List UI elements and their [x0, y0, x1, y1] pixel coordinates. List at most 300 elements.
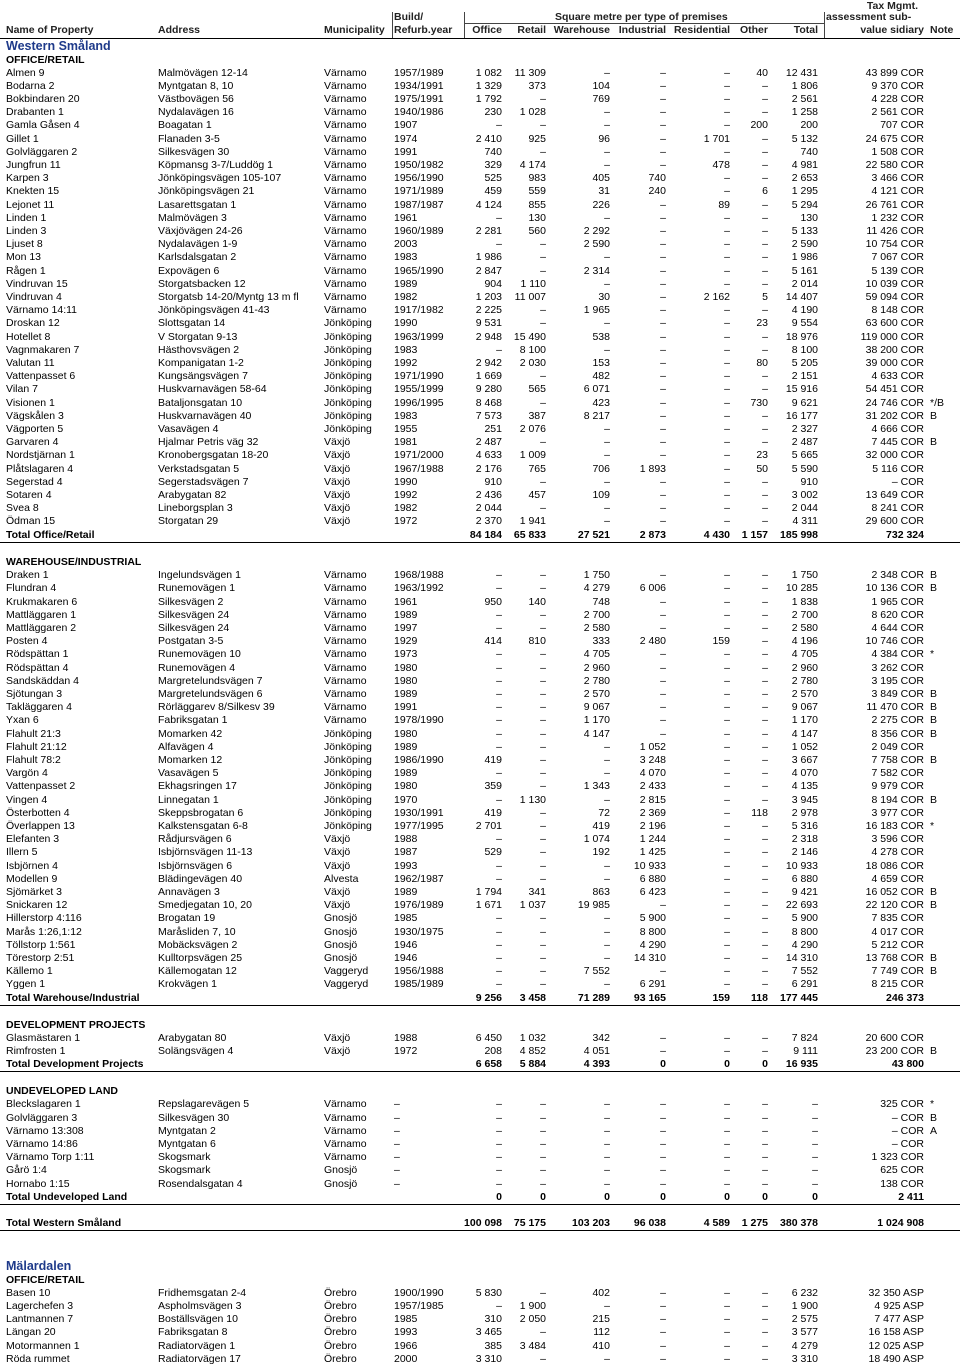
warehouse-cell: 423: [592, 397, 610, 409]
address-cell: Huskvarnavägen 40: [158, 410, 252, 422]
municipality-cell: Värnamo: [324, 159, 367, 171]
industrial-cell: 8 800: [639, 926, 666, 938]
municipality-cell: Värnamo: [324, 675, 367, 687]
retail-cell: 983: [528, 172, 546, 184]
residential-cell: –: [724, 225, 730, 237]
industrial-cell: –: [660, 1098, 666, 1110]
total-cell: 5 205: [791, 357, 818, 369]
other-cell: –: [762, 1340, 768, 1352]
year-cell: 1965/1990: [394, 265, 444, 277]
address-cell: Skogsmark: [158, 1164, 211, 1176]
tax-value-cell: 16 158 ASP: [868, 1326, 924, 1338]
year-cell: 1991: [394, 146, 418, 158]
table-row: [0, 596, 960, 609]
tax-value-cell: – COR: [891, 1112, 924, 1124]
municipality-cell: Vaggeryd: [324, 978, 369, 990]
address-cell: Källemogatan 12: [158, 965, 237, 977]
retail-cell: –: [540, 1151, 546, 1163]
col-header-year: Refurb.year: [394, 24, 453, 36]
year-cell: 1989: [394, 741, 418, 753]
retail-cell: –: [540, 701, 546, 713]
tax-value-cell: 4 633 COR: [871, 370, 924, 382]
residential-cell: –: [724, 569, 730, 581]
retail-cell: 11 309: [514, 67, 546, 79]
total-cell: 5 133: [791, 225, 818, 237]
office-cell: 1 082: [475, 67, 502, 79]
year-cell: 1987: [394, 846, 418, 858]
tax-value-cell: – COR: [891, 1138, 924, 1150]
other-cell: –: [762, 1138, 768, 1150]
municipality-cell: Jönköping: [324, 728, 372, 740]
note-cell: B: [930, 701, 938, 713]
retail-cell: –: [540, 502, 546, 514]
residential-cell: –: [724, 846, 730, 858]
address-cell: Kungsängsvägen 7: [158, 370, 248, 382]
other-cell: 50: [756, 463, 768, 475]
office-cell: 740: [484, 146, 502, 158]
table-row: [0, 952, 960, 965]
other-cell: –: [762, 502, 768, 514]
total-cell: 4 190: [791, 304, 818, 316]
other-cell: 5: [762, 291, 768, 303]
office-cell: –: [496, 1125, 502, 1137]
year-cell: 1962/1987: [394, 873, 444, 885]
warehouse-cell: 109: [592, 489, 610, 501]
municipality-cell: Växjö: [324, 436, 351, 448]
table-row: [0, 515, 960, 528]
table-row: [0, 1287, 960, 1300]
warehouse-cell: 4 393: [583, 1058, 610, 1070]
year-cell: 1989: [394, 278, 418, 290]
other-cell: –: [762, 675, 768, 687]
tax-value-cell: 4 384 COR: [871, 648, 924, 660]
total-cell: 16 935: [785, 1058, 818, 1070]
retail-cell: –: [540, 1125, 546, 1137]
residential-cell: –: [724, 278, 730, 290]
other-cell: –: [762, 978, 768, 990]
other-cell: –: [762, 622, 768, 634]
total-cell: 5 900: [791, 912, 818, 924]
industrial-cell: –: [660, 238, 666, 250]
residential-cell: –: [724, 873, 730, 885]
address-cell: Kulltorpsvägen 25: [158, 952, 243, 964]
industrial-cell: –: [660, 899, 666, 911]
property-name-cell: Värnamo 14:11: [6, 304, 78, 316]
total-cell: 18 976: [785, 331, 818, 343]
other-cell: –: [762, 1032, 768, 1044]
tax-value-cell: 138 COR: [880, 1178, 924, 1190]
property-name-cell: Bokbindaren 20: [6, 93, 80, 105]
total-cell: 8 100: [791, 344, 818, 356]
table-row: [0, 662, 960, 675]
residential-cell: –: [724, 912, 730, 924]
warehouse-cell: –: [604, 952, 610, 964]
residential-cell: –: [724, 1164, 730, 1176]
office-cell: 2 225: [475, 304, 502, 316]
retail-cell: –: [540, 754, 546, 766]
retail-cell: –: [540, 714, 546, 726]
warehouse-cell: –: [604, 502, 610, 514]
residential-cell: –: [724, 701, 730, 713]
warehouse-cell: 863: [592, 886, 610, 898]
industrial-cell: 2 480: [639, 635, 666, 647]
other-cell: –: [762, 515, 768, 527]
total-cell: 4 135: [791, 780, 818, 792]
total-cell: 4 196: [791, 635, 818, 647]
warehouse-cell: –: [604, 1098, 610, 1110]
year-cell: 1985: [394, 912, 418, 924]
retail-cell: –: [540, 978, 546, 990]
year-cell: 1997: [394, 622, 418, 634]
residential-cell: –: [724, 1326, 730, 1338]
municipality-cell: Värnamo: [324, 635, 367, 647]
address-cell: Jönköpingsvägen 21: [158, 185, 255, 197]
address-cell: Hästhovsvägen 2: [158, 344, 240, 356]
industrial-cell: –: [660, 331, 666, 343]
industrial-cell: –: [660, 67, 666, 79]
residential-cell: –: [724, 265, 730, 277]
warehouse-cell: 0: [604, 1191, 610, 1203]
total-cell: 2 575: [791, 1313, 818, 1325]
office-cell: –: [496, 728, 502, 740]
note-cell: B: [930, 688, 938, 700]
table-row: [0, 357, 960, 370]
year-cell: –: [394, 1138, 400, 1150]
tax-value-cell: 13 768 COR: [865, 952, 924, 964]
warehouse-cell: 7 552: [583, 965, 610, 977]
col-header-office: Office: [472, 24, 502, 36]
retail-cell: 2 050: [519, 1313, 546, 1325]
warehouse-cell: –: [604, 212, 610, 224]
property-name-cell: Flahult 21:3: [6, 728, 61, 740]
office-cell: –: [496, 965, 502, 977]
other-cell: –: [762, 714, 768, 726]
address-cell: Radiatorvägen 17: [158, 1353, 241, 1365]
property-name-cell: Törestorp 2:51: [6, 952, 75, 964]
warehouse-cell: 2 570: [583, 688, 610, 700]
municipality-cell: Växjö: [324, 463, 351, 475]
industrial-cell: –: [660, 688, 666, 700]
other-cell: –: [762, 701, 768, 713]
industrial-cell: –: [660, 133, 666, 145]
other-cell: –: [762, 1287, 768, 1299]
office-cell: 529: [484, 846, 502, 858]
retail-cell: 2 030: [519, 357, 546, 369]
address-cell: Momarken 42: [158, 728, 223, 740]
other-cell: –: [762, 596, 768, 608]
total-cell: 2 960: [791, 662, 818, 674]
retail-cell: –: [540, 370, 546, 382]
office-cell: –: [496, 675, 502, 687]
address-cell: Fabriksgatan 8: [158, 1326, 228, 1338]
tax-value-cell: 43 800: [891, 1058, 924, 1070]
tax-value-cell: 325 COR: [880, 1098, 924, 1110]
municipality-cell: Värnamo: [324, 701, 367, 713]
other-cell: –: [762, 1151, 768, 1163]
other-cell: 80: [756, 357, 768, 369]
address-cell: Arabygatan 80: [158, 1032, 227, 1044]
section-heading: WAREHOUSE/INDUSTRIAL: [6, 556, 142, 568]
section-heading: DEVELOPMENT PROJECTS: [6, 1019, 146, 1031]
year-cell: 1982: [394, 291, 418, 303]
industrial-cell: –: [660, 106, 666, 118]
warehouse-cell: 226: [592, 199, 610, 211]
tax-value-cell: 4 925 ASP: [874, 1300, 924, 1312]
table-row: [0, 714, 960, 727]
table-row: [0, 794, 960, 807]
residential-cell: –: [724, 609, 730, 621]
property-name-cell: Röda rummet: [6, 1353, 70, 1365]
table-row: [0, 449, 960, 462]
property-name-cell: Elefanten 3: [6, 833, 60, 845]
table-row: [0, 609, 960, 622]
municipality-cell: Värnamo: [324, 106, 367, 118]
municipality-cell: Växjö: [324, 449, 351, 461]
warehouse-cell: –: [604, 754, 610, 766]
municipality-cell: Jönköping: [324, 741, 372, 753]
warehouse-cell: –: [604, 476, 610, 488]
industrial-cell: 96 038: [633, 1217, 666, 1229]
office-cell: 1 203: [475, 291, 502, 303]
address-cell: Silkesvägen 2: [158, 596, 224, 608]
year-cell: 1993: [394, 860, 418, 872]
year-cell: 2003: [394, 238, 418, 250]
residential-cell: 159: [712, 992, 730, 1004]
address-cell: Brogatan 19: [158, 912, 216, 924]
total-cell: 4 279: [791, 1340, 818, 1352]
tax-value-cell: 7 835 COR: [871, 912, 924, 924]
property-name-cell: Total Warehouse/Industrial: [6, 992, 140, 1004]
warehouse-cell: 405: [592, 172, 610, 184]
office-cell: –: [496, 912, 502, 924]
office-cell: 3 310: [475, 1353, 502, 1365]
total-cell: 3 002: [791, 489, 818, 501]
total-cell: 9 621: [791, 397, 818, 409]
note-cell: */B: [930, 397, 945, 409]
municipality-cell: Växjö: [324, 476, 351, 488]
table-row: [0, 185, 960, 198]
residential-cell: –: [724, 899, 730, 911]
industrial-cell: 2 873: [639, 529, 666, 541]
table-row: [0, 622, 960, 635]
municipality-cell: Jönköping: [324, 780, 372, 792]
warehouse-cell: 482: [592, 370, 610, 382]
tax-value-cell: 39 000 COR: [865, 357, 924, 369]
industrial-cell: 93 165: [633, 992, 666, 1004]
total-cell: 6 291: [791, 978, 818, 990]
table-row: [0, 119, 960, 132]
office-cell: 208: [484, 1045, 502, 1057]
municipality-cell: Örebro: [324, 1326, 357, 1338]
warehouse-cell: 192: [592, 846, 610, 858]
warehouse-cell: 215: [592, 1313, 610, 1325]
total-cell: 1 170: [791, 714, 818, 726]
total-cell: 10 933: [785, 860, 818, 872]
industrial-cell: –: [660, 1287, 666, 1299]
section-heading: OFFICE/RETAIL: [6, 54, 85, 66]
warehouse-cell: –: [604, 926, 610, 938]
office-cell: –: [496, 833, 502, 845]
other-cell: –: [762, 159, 768, 171]
municipality-cell: Gnosjö: [324, 939, 358, 951]
property-name-cell: Total Undeveloped Land: [6, 1191, 128, 1203]
office-cell: –: [496, 714, 502, 726]
residential-cell: –: [724, 978, 730, 990]
total-cell: 6 232: [791, 1287, 818, 1299]
address-cell: Myntgatan 6: [158, 1138, 216, 1150]
retail-cell: 15 490: [513, 331, 546, 343]
property-name-cell: Vindruvan 15: [6, 278, 68, 290]
table-row: [0, 133, 960, 146]
residential-cell: –: [724, 1125, 730, 1137]
residential-cell: 0: [724, 1058, 730, 1070]
address-cell: Linnegatan 1: [158, 794, 219, 806]
table-row: [0, 1313, 960, 1326]
retail-cell: 2 076: [519, 423, 546, 435]
warehouse-cell: –: [604, 1125, 610, 1137]
industrial-cell: –: [660, 1164, 666, 1176]
warehouse-cell: –: [604, 794, 610, 806]
warehouse-cell: 31: [598, 185, 610, 197]
other-cell: –: [762, 172, 768, 184]
address-cell: Isbjörnsvägen 11-13: [158, 846, 253, 858]
retail-cell: 1 110: [520, 278, 546, 290]
tax-value-cell: 10 754 COR: [865, 238, 924, 250]
other-cell: 6: [762, 185, 768, 197]
property-name-cell: Vägskålen 3: [6, 410, 64, 422]
table-row: [0, 1340, 960, 1353]
office-cell: 525: [484, 172, 502, 184]
residential-cell: –: [724, 965, 730, 977]
retail-cell: –: [540, 238, 546, 250]
warehouse-cell: 1 170: [583, 714, 610, 726]
office-cell: 1 794: [475, 886, 502, 898]
tax-value-cell: 4 666 COR: [871, 423, 924, 435]
office-cell: 459: [484, 185, 502, 197]
property-name-cell: Golvläggaren 3: [6, 1112, 78, 1124]
address-cell: Västbovägen 56: [158, 93, 234, 105]
other-cell: –: [762, 1098, 768, 1110]
property-name-cell: Hillerstorp 4:116: [6, 912, 82, 924]
tax-value-cell: 2 049 COR: [871, 741, 924, 753]
office-cell: 1 792: [475, 93, 502, 105]
other-cell: 1 157: [741, 529, 768, 541]
table-row: [0, 1353, 960, 1366]
other-cell: –: [762, 635, 768, 647]
total-cell: 5 294: [791, 199, 818, 211]
tax-value-cell: 246 373: [886, 992, 924, 1004]
address-cell: Karlsdalsgatan 2: [158, 251, 237, 263]
industrial-cell: –: [660, 410, 666, 422]
total-cell: 4 147: [791, 728, 818, 740]
industrial-cell: –: [660, 278, 666, 290]
industrial-cell: –: [660, 304, 666, 316]
office-cell: 9 256: [475, 992, 502, 1004]
industrial-cell: –: [660, 357, 666, 369]
year-cell: 1960/1989: [394, 225, 444, 237]
retail-cell: 130: [528, 212, 546, 224]
office-cell: –: [496, 648, 502, 660]
tax-value-cell: 3 849 COR: [871, 688, 924, 700]
square-metre-group-header: Square metre per type of premises: [555, 11, 728, 23]
residential-cell: –: [724, 754, 730, 766]
address-cell: Verkstadsgatan 5: [158, 463, 240, 475]
other-cell: 0: [762, 1058, 768, 1070]
total-cell: 2 044: [791, 502, 818, 514]
assessment-header: assessment sub-: [826, 11, 912, 23]
year-cell: 1930/1975: [394, 926, 444, 938]
year-cell: –: [394, 1164, 400, 1176]
other-cell: –: [762, 754, 768, 766]
year-cell: 1989: [394, 767, 418, 779]
municipality-cell: Värnamo: [324, 1151, 367, 1163]
residential-cell: –: [724, 1178, 730, 1190]
table-row: [0, 212, 960, 225]
total-cell: 22 693: [785, 899, 818, 911]
municipality-cell: Värnamo: [324, 265, 367, 277]
total-cell: 1 750: [791, 569, 818, 581]
industrial-cell: –: [660, 291, 666, 303]
total-cell: 2 780: [791, 675, 818, 687]
address-cell: Malmövägen 3: [158, 212, 227, 224]
office-cell: –: [496, 662, 502, 674]
municipality-cell: Jönköping: [324, 767, 372, 779]
address-cell: Margretelundsvägen 7: [158, 675, 263, 687]
address-cell: Rosendalsgatan 4: [158, 1178, 243, 1190]
total-cell: 5 665: [791, 449, 818, 461]
industrial-cell: –: [660, 383, 666, 395]
tax-value-cell: 11 426 COR: [866, 225, 924, 237]
year-cell: 1946: [394, 939, 418, 951]
year-cell: 1989: [394, 886, 418, 898]
note-cell: B: [930, 794, 938, 806]
office-cell: –: [496, 119, 502, 131]
retail-cell: –: [540, 833, 546, 845]
table-row: [0, 476, 960, 489]
table-row: [0, 899, 960, 912]
table-row: [0, 675, 960, 688]
office-cell: 7 573: [475, 410, 502, 422]
total-cell: 185 998: [780, 529, 818, 541]
table-row: [0, 926, 960, 939]
total-cell: 10 285: [785, 582, 818, 594]
retail-cell: 8 100: [519, 344, 546, 356]
table-row: [0, 1098, 960, 1111]
year-cell: 1961: [394, 212, 418, 224]
warehouse-cell: 96: [598, 133, 610, 145]
property-name-cell: Värnamo 14:86: [6, 1138, 78, 1150]
property-name-cell: Yxan 6: [6, 714, 39, 726]
municipality-cell: Gnosjö: [324, 952, 358, 964]
property-name-cell: Vindruvan 4: [6, 291, 62, 303]
office-cell: 6 450: [475, 1032, 502, 1044]
table-row: [0, 383, 960, 396]
municipality-cell: Värnamo: [324, 596, 367, 608]
property-name-cell: Hornabo 1:15: [6, 1178, 70, 1190]
industrial-cell: 10 933: [633, 860, 666, 872]
other-cell: 23: [756, 449, 768, 461]
address-cell: Nydalavägen 16: [158, 106, 234, 118]
warehouse-cell: 9 067: [583, 701, 610, 713]
property-name-cell: Isbjörnen 4: [6, 860, 58, 872]
property-name-cell: Ljuset 8: [6, 238, 43, 250]
total-cell: 2 561: [791, 93, 818, 105]
residential-cell: 159: [712, 635, 730, 647]
residential-cell: –: [724, 1032, 730, 1044]
retail-cell: –: [540, 119, 546, 131]
note-cell: *: [930, 820, 935, 832]
address-cell: Jönköpingsvägen 105-107: [158, 172, 282, 184]
